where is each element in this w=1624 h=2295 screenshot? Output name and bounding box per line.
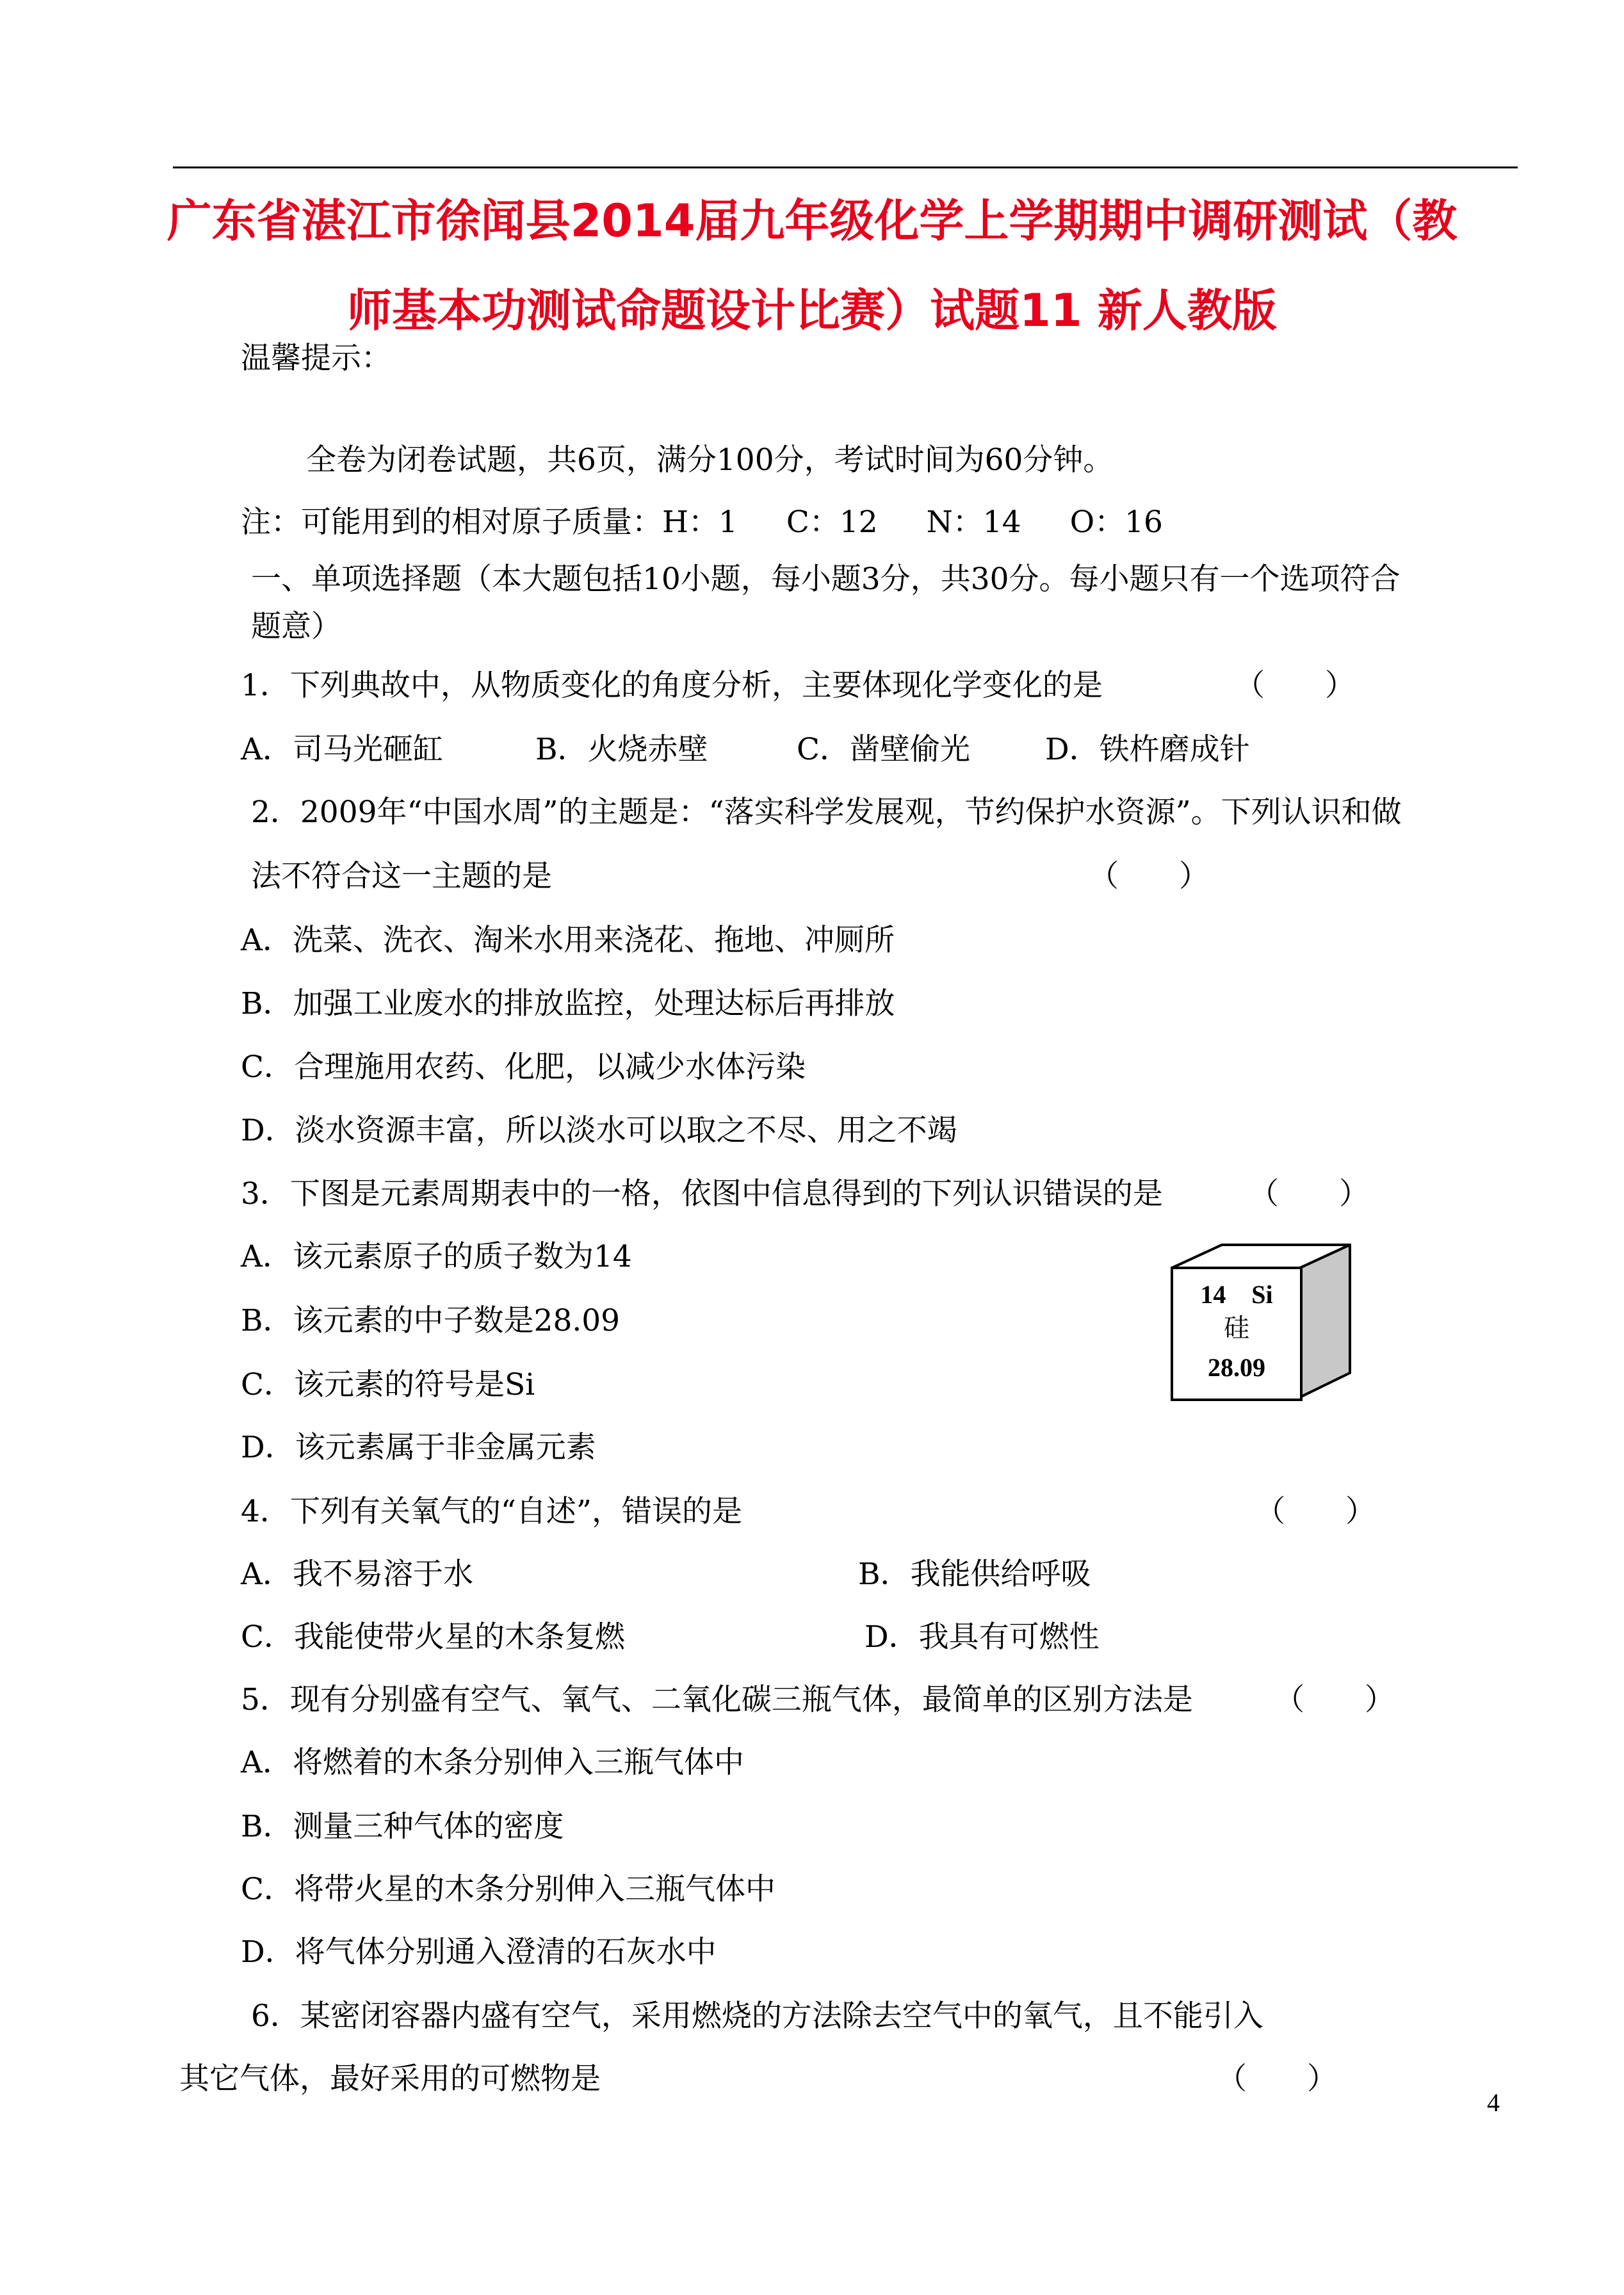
q4-option-a: A．我不易溶于水 — [241, 1557, 473, 1592]
mass-h: H：1 — [662, 505, 738, 540]
q1-option-a: A．司马光砸缸 — [241, 732, 443, 767]
q2-option-c: C．合理施用农药、化肥，以减少水体污染 — [241, 1050, 806, 1085]
atomic-mass-note — [241, 501, 1163, 544]
q5-stem: 5．现有分别盛有空气、氧气、二氧化碳三瓶气体，最简单的区别方法是 — [241, 1682, 1193, 1717]
q2-stem-line2: 法不符合这一主题的是 — [251, 859, 552, 894]
q5-bracket: （ ） — [1274, 1682, 1395, 1717]
header-rule — [173, 166, 1518, 168]
tips-heading: 温馨提示： — [241, 341, 391, 376]
q1-option-b: B．火烧赤壁 — [535, 732, 708, 767]
q3-option-a: A．该元素原子的质子数为14 — [241, 1239, 632, 1274]
q3-stem: 3．下图是元素周期表中的一格，依图中信息得到的下列认识错误的是 — [241, 1176, 1163, 1212]
element-name: 硅 — [1224, 1313, 1249, 1342]
q2-bracket: （ ） — [1089, 859, 1209, 894]
section1-heading: 一、单项选择题（本大题包括10小题，每小题3分，共30分。每小题只有一个选项符合 — [251, 562, 1401, 597]
page-title-line2: 师基本功测试命题设计比赛）试题11 新人教版 — [347, 284, 1277, 337]
tips-body: 全卷为闭卷试题，共6页，满分100分，考试时间为60分钟。 — [306, 442, 1114, 478]
q4-option-d: D．我具有可燃性 — [865, 1619, 1100, 1655]
q5-option-b: B．测量三种气体的密度 — [241, 1809, 564, 1844]
q5-option-d: D．将气体分别通入澄清的石灰水中 — [241, 1934, 717, 1970]
element-mass: 28.09 — [1208, 1353, 1265, 1382]
q4-option-b: B．我能供给呼吸 — [858, 1557, 1091, 1592]
q4-stem: 4．下列有关氧气的“自述”，错误的是 — [241, 1494, 742, 1529]
q2-option-a: A．洗菜、洗衣、淘米水用来浇花、拖地、冲厕所 — [241, 923, 895, 958]
page-title-line1: 广东省湛江市徐闻县2014届九年级化学上学期期中调研测试（教 — [166, 195, 1458, 247]
mass-c: C：12 — [786, 505, 878, 540]
q6-stem-line1: 6．某密闭容器内盛有空气，采用燃烧的方法除去空气中的氧气，且不能引入 — [251, 1999, 1263, 2034]
mass-n: N：14 — [926, 505, 1021, 540]
section1-heading-cont: 题意） — [251, 609, 341, 644]
q3-option-d: D．该元素属于非金属元素 — [241, 1430, 596, 1465]
q1-bracket: （ ） — [1235, 668, 1355, 703]
page-number: 4 — [1487, 2088, 1500, 2117]
q4-option-c: C．我能使带火星的木条复燃 — [241, 1619, 625, 1655]
q1-stem: 1．下列典故中，从物质变化的角度分析，主要体现化学变化的是 — [241, 668, 1103, 703]
q1-option-d: D．铁杵磨成针 — [1045, 732, 1250, 767]
q3-option-b: B．该元素的中子数是28.09 — [241, 1303, 621, 1338]
q4-bracket: （ ） — [1255, 1494, 1376, 1529]
q5-option-c: C．将带火星的木条分别伸入三瓶气体中 — [241, 1872, 775, 1907]
q2-stem-line1: 2．2009年“中国水周”的主题是：“落实科学发展观，节约保护水资源”。下列认识和做 — [251, 795, 1402, 830]
q1-option-c: C．凿壁偷光 — [797, 732, 970, 767]
element-number-symbol: 14 Si — [1200, 1280, 1273, 1309]
q6-bracket: （ ） — [1217, 2061, 1337, 2096]
mass-o: O：16 — [1069, 505, 1163, 540]
q6-stem-line2: 其它气体，最好采用的可燃物是 — [179, 2061, 601, 2096]
q2-option-d: D．淡水资源丰富，所以淡水可以取之不尽、用之不竭 — [241, 1113, 957, 1148]
q3-option-c: C．该元素的符号是Si — [241, 1367, 535, 1402]
q3-bracket: （ ） — [1249, 1176, 1369, 1212]
q2-option-b: B．加强工业废水的排放监控，处理达标后再排放 — [241, 986, 895, 1021]
q5-option-a: A．将燃着的木条分别伸入三瓶气体中 — [241, 1745, 744, 1780]
note-label: 注：可能用到的相对原子质量： — [241, 505, 662, 540]
